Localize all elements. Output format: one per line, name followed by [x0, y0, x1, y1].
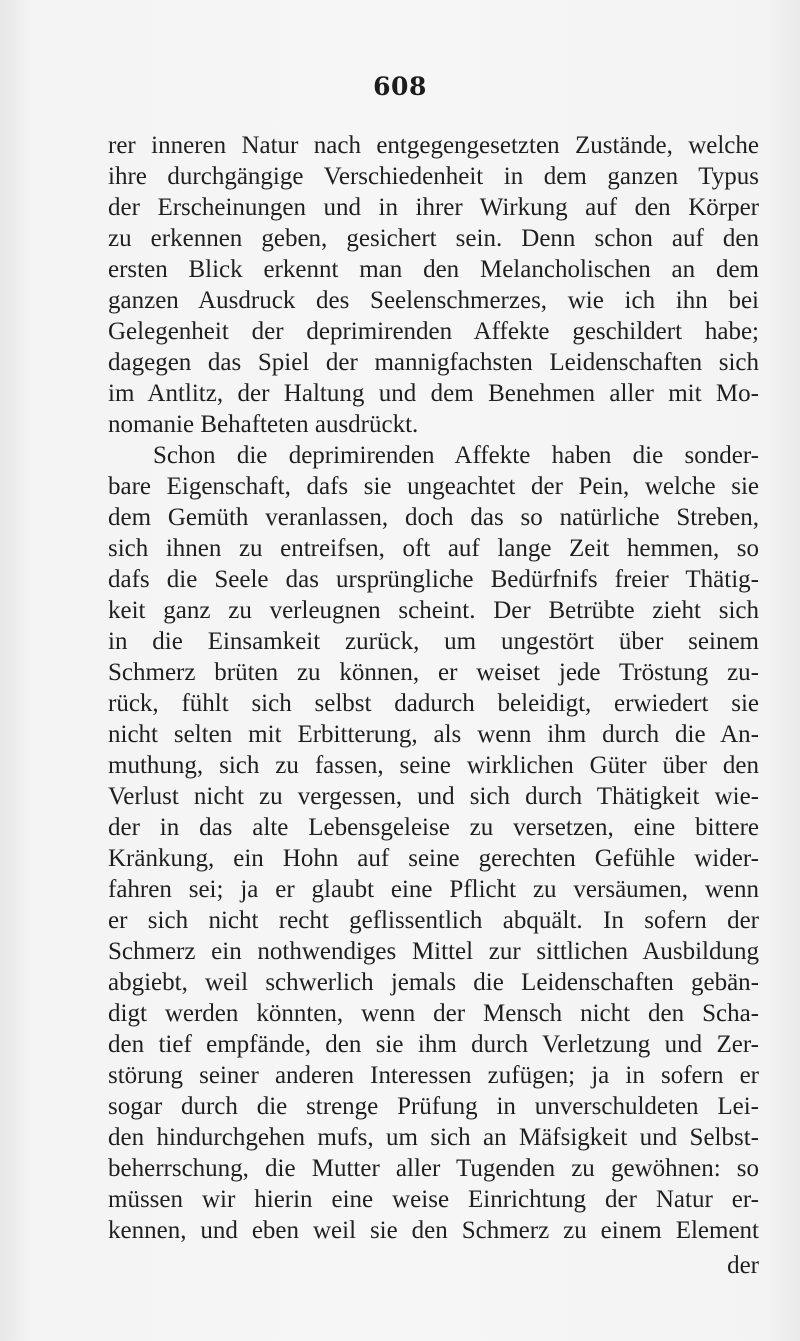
text-line: keit ganz zu verleugnen scheint. Der Betrübte zieht sich — [108, 597, 759, 624]
text-line: der Erscheinungen und in ihrer Wirkung auf den Körper — [108, 194, 759, 221]
text-line: fahren sei; ja er glaubt eine Pflicht zu versäumen, wenn — [108, 876, 759, 903]
text-line: Schmerz brüten zu können, er weiset jede Tröstung zu- — [108, 659, 759, 686]
text-line: ganzen Ausdruck des Seelenschmerzes, wie ich ihn bei — [108, 287, 759, 314]
text-line: digt werden könnten, wenn der Mensch nicht den Scha- — [108, 1000, 759, 1027]
text-line: kennen, und eben weil sie den Schmerz zu einem Element — [108, 1217, 759, 1244]
text-line: ihre durchgängige Verschiedenheit in dem ganzen Typus — [108, 163, 759, 190]
text-line: dem Gemüth veranlassen, doch das so natürliche Streben, — [108, 504, 759, 531]
text-line: Verlust nicht zu vergessen, und sich durch Thätigkeit wie- — [108, 783, 759, 810]
text-line: im Antlitz, der Haltung und dem Benehmen aller mit Mo- — [108, 380, 759, 407]
text-line: zu erkennen geben, gesichert sein. Denn schon auf den — [108, 225, 759, 252]
text-line: rer inneren Natur nach entgegengesetzten Zustände, welche — [108, 132, 759, 159]
text-line: in die Einsamkeit zurück, um ungestört über seinem — [108, 628, 759, 655]
text-line: sogar durch die strenge Prüfung in unverschuldeten Lei- — [108, 1093, 759, 1120]
text-line: der in das alte Lebensgeleise zu versetzen, eine bittere — [108, 814, 759, 841]
text-line: bare Eigenschaft, dafs sie ungeachtet der Pein, welche sie — [108, 473, 759, 500]
text-line: rück, fühlt sich selbst dadurch beleidigt, erwiedert sie — [108, 690, 759, 717]
text-line: Schmerz ein nothwendiges Mittel zur sittlichen Ausbildung — [108, 938, 759, 965]
text-line: müssen wir hierin eine weise Einrichtung der Natur er- — [108, 1186, 759, 1213]
paragraph-first-line: Schon die deprimirenden Affekte haben die sonder- — [153, 442, 759, 469]
text-line: nicht selten mit Erbitterung, als wenn ihm durch die An- — [108, 721, 759, 748]
text-line: nomanie Behafteten ausdrückt. — [108, 411, 419, 438]
text-line: ersten Blick erkennt man den Melancholischen an dem — [108, 256, 759, 283]
text-line: den tief empfände, den sie ihm durch Verletzung und Zer- — [108, 1031, 759, 1058]
text-line: Gelegenheit der deprimirenden Affekte geschildert habe; — [108, 318, 759, 345]
page-number: 608 — [373, 72, 427, 101]
text-line: dagegen das Spiel der mannigfachsten Leidenschaften sich — [108, 349, 759, 376]
text-line: er sich nicht recht geflissentlich abquält. In sofern der — [108, 907, 759, 934]
text-line: beherrschung, die Mutter aller Tugenden zu gewöhnen: so — [108, 1155, 759, 1182]
text-line: störung seiner anderen Interessen zufügen; ja in sofern er — [108, 1062, 759, 1089]
catchword: der — [727, 1252, 759, 1279]
text-line: dafs die Seele das ursprüngliche Bedürfnifs freier Thätig- — [108, 566, 759, 593]
text-line: Kränkung, ein Hohn auf seine gerechten Gefühle wider- — [108, 845, 759, 872]
text-line: muthung, sich zu fassen, seine wirklichen Güter über den — [108, 752, 759, 779]
text-line: abgiebt, weil schwerlich jemals die Leidenschaften gebän- — [108, 969, 759, 996]
text-line: sich ihnen zu entreifsen, oft auf lange Zeit hemmen, so — [108, 535, 759, 562]
text-line: den hindurchgehen mufs, um sich an Mäfsigkeit und Selbst- — [108, 1124, 759, 1151]
